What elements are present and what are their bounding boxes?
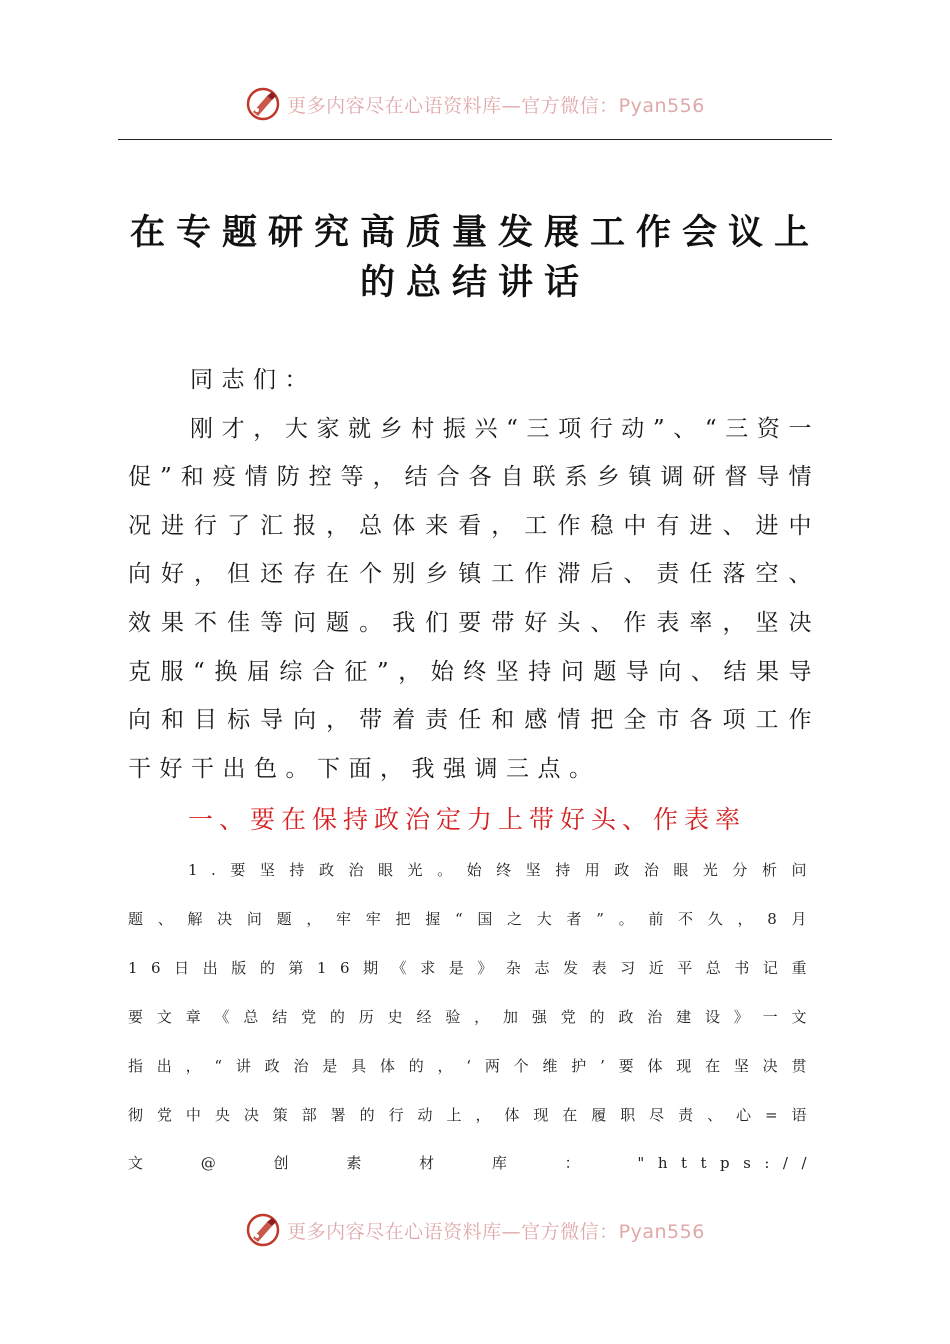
watermark-text: 更多内容尽在心语资料库—官方微信：Pyan556 [287,94,705,117]
opening-paragraph: 刚才，大家就乡村振兴“三项行动”、“三资一促”和疫情防控等，结合各自联系乡镇调研督导情况进行了汇报，总体来看，工作稳中有进、进中向好，但还存在个别乡镇工作滞后、责任落空、效果不佳等问题。我们要带好头、作表率，坚决克服“换届综合征”，始终坚持问题导向、结果导向和目标导向，带着责任和感情把全市各项工作干好干出色。下面，我强调三点。 [128,415,820,782]
pen-nib-logo-icon [245,86,281,122]
pen-nib-logo-icon [245,1212,281,1248]
bottom-watermark-banner [0,1208,950,1252]
header-rule [118,139,832,140]
section-paragraph: 1.要坚持政治眼光。始终坚持用政治眼光分析问题、解决问题，牢牢把握“国之大者”。前不久，8月16日出版的第16期《求是》杂志发表习近平总书记重要文章《总结党的历史经验，加强党的政治建设》一文指出，“讲政治是具体的，‘两个维护’要体现在坚决贯彻党中央决策部署的行动上，体现在履职尽责、心=语文@创素材库："https:// [128,861,820,1173]
title-line-2: 的总结讲话 [359,263,590,303]
section-heading: 一、要在保持政治定力上带好头、作表率 [188,805,747,834]
document-title [118,208,832,308]
watermark-text: 更多内容尽在心语资料库—官方微信：Pyan556 [287,1220,705,1243]
title-line-1: 在专题研究高质量发展工作会议上 [129,213,820,253]
greeting: 同志们： [190,367,316,393]
top-watermark-banner [0,82,950,126]
speech-body [128,356,820,793]
section-body [128,846,820,1188]
